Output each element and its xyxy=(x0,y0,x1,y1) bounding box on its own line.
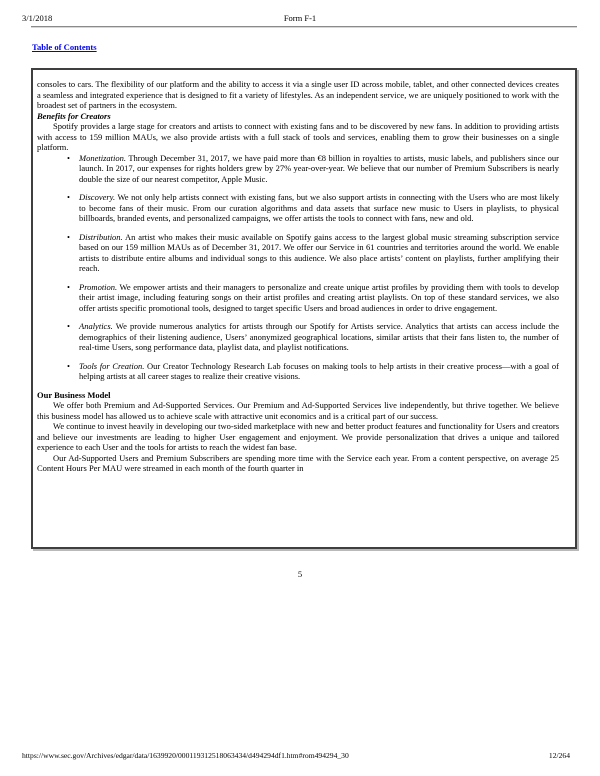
bullet-item-monetization xyxy=(37,153,559,185)
bullet-text: We provide numerous analytics for artists through our Spotify for Artists service. Analytics that artists can access include the demographics of their listening audience, Users’ anonymized geographical locations, similar artists that their fans listen to, the number of real-time Users, song performance data, playlist data, and playlist notifications. xyxy=(79,321,559,352)
bullet-text: Our Creator Technology Research Lab focuses on making tools to help artists in their creative process—with a goal of helping artists at all career stages to realize their creative visions. xyxy=(79,360,559,381)
continuation-paragraph: consoles to cars. The flexibility of our platform and the ability to access it via a single user ID across mobile, tablet, and other connected devices creates a seamless and integrated experience that is designed to fit a variety of lifestyles. As an independent service, we are uniquely positioned to work with the broadest set of partners in the ecosystem. xyxy=(37,79,559,110)
print-footer xyxy=(22,751,570,760)
table-of-contents-link[interactable]: Table of Contents xyxy=(32,42,97,52)
bullet-term: Discovery. xyxy=(79,192,116,202)
bullet-marker-icon: • xyxy=(67,231,70,242)
bullet-text: An artist who makes their music available on Spotify gains access to the largest global music streaming subscription service based on our 159 million MAUs as of December 31, 2017. We offer our Service in 61 countries and territories around the world. We enable artists to distribute entire albums and individual songs to this audience. We also place artists’ content on playlists, further amplifying their reach. xyxy=(79,231,559,273)
bullet-term: Distribution. xyxy=(79,231,123,242)
our-business-model-heading: Our Business Model xyxy=(37,389,111,400)
header-divider-rule xyxy=(31,26,577,28)
business-model-paragraph-2: We continue to invest heavily in developing our two-sided marketplace with new and better product features and functionality for Users and creators and believe our investments are leading to higher User engagement and enjoyment. We provide personalization that drives a unique and tailored experience to each User and the tools for artists to reach the widest fan base. xyxy=(37,421,559,452)
bullet-marker-icon: • xyxy=(67,321,70,331)
business-model-paragraph-3: Our Ad-Supported Users and Premium Subscribers are spending more time with the Service each year. From a content perspective, on average 25 Content Hours Per MAU were streamed in each month of the fourth quarter in xyxy=(37,452,559,473)
bullet-item-tools-for-creation xyxy=(37,361,559,382)
bullet-item-discovery xyxy=(37,192,559,224)
header-form-title: Form F-1 xyxy=(283,13,317,23)
bullet-text: We empower artists and their managers to personalize and create unique artist profiles by providing them with tools to develop their artist image, including featuring songs on their artist profiles and creating artist playlists. On top of these standard services, we also offer artists specific promotional tools, designed to target specific Users and broad audiences in order to drive engagement. xyxy=(79,281,559,313)
bullet-text: Through December 31, 2017, we have paid more than €8 billion in royalties to artists, music labels, and publishers since our launch. In 2017, our expenses for rights holders grew by 27% year-over-year. We believe that our number of Premium Subscribers is nearly double the size of our nearest competitor, Apple Music. xyxy=(79,152,559,184)
bullet-term: Tools for Creation. xyxy=(79,360,145,371)
bullet-marker-icon: • xyxy=(67,360,70,371)
benefits-bullet-list xyxy=(37,153,559,382)
bullet-term: Analytics. xyxy=(79,321,113,331)
print-header xyxy=(22,13,578,25)
bullet-marker-icon: • xyxy=(67,281,70,292)
bullet-term: Monetization. xyxy=(79,152,126,163)
footer-url: https://www.sec.gov/Archives/edgar/data/1639920/000119312518063434/d494294df1.htm#rom494294_30 xyxy=(22,751,349,760)
header-date: 3/1/2018 xyxy=(22,13,53,23)
bullet-text: We not only help artists connect with existing fans, but we also support artists in connecting with the Users who are most likely to become fans of their music. From our curation algorithms and data assets that surface new music to Users in playlists, to physical billboards, branded events, and personalized campaigns, we offer artists the tools to connect with fans, new and old. xyxy=(79,192,559,223)
business-model-paragraph-1: We offer both Premium and Ad-Supported Services. Our Premium and Ad-Supported Services live independently, but thrive together. We believe this business model has allowed us to achieve scale with attractive unit economics and is a critical part of our success. xyxy=(37,400,559,421)
bullet-item-distribution xyxy=(37,232,559,274)
bullet-item-analytics xyxy=(37,321,559,353)
document-border-box xyxy=(31,68,577,549)
bullet-marker-icon: • xyxy=(67,192,70,202)
page-number: 5 xyxy=(297,569,303,579)
bullet-item-promotion xyxy=(37,282,559,314)
bullet-marker-icon: • xyxy=(67,152,70,163)
footer-page-indicator: 12/264 xyxy=(548,751,570,760)
benefits-intro-paragraph: Spotify provides a large stage for creators and artists to connect with existing fans and to be discovered by new fans. In addition to providing artists with access to 159 million MAUs, we also provide artists with a full stack of tools and services, enabling them to grow their businesses on a single platform. xyxy=(37,121,559,152)
benefits-for-creators-heading: Benefits for Creators xyxy=(37,110,111,121)
bullet-term: Promotion. xyxy=(79,281,118,292)
